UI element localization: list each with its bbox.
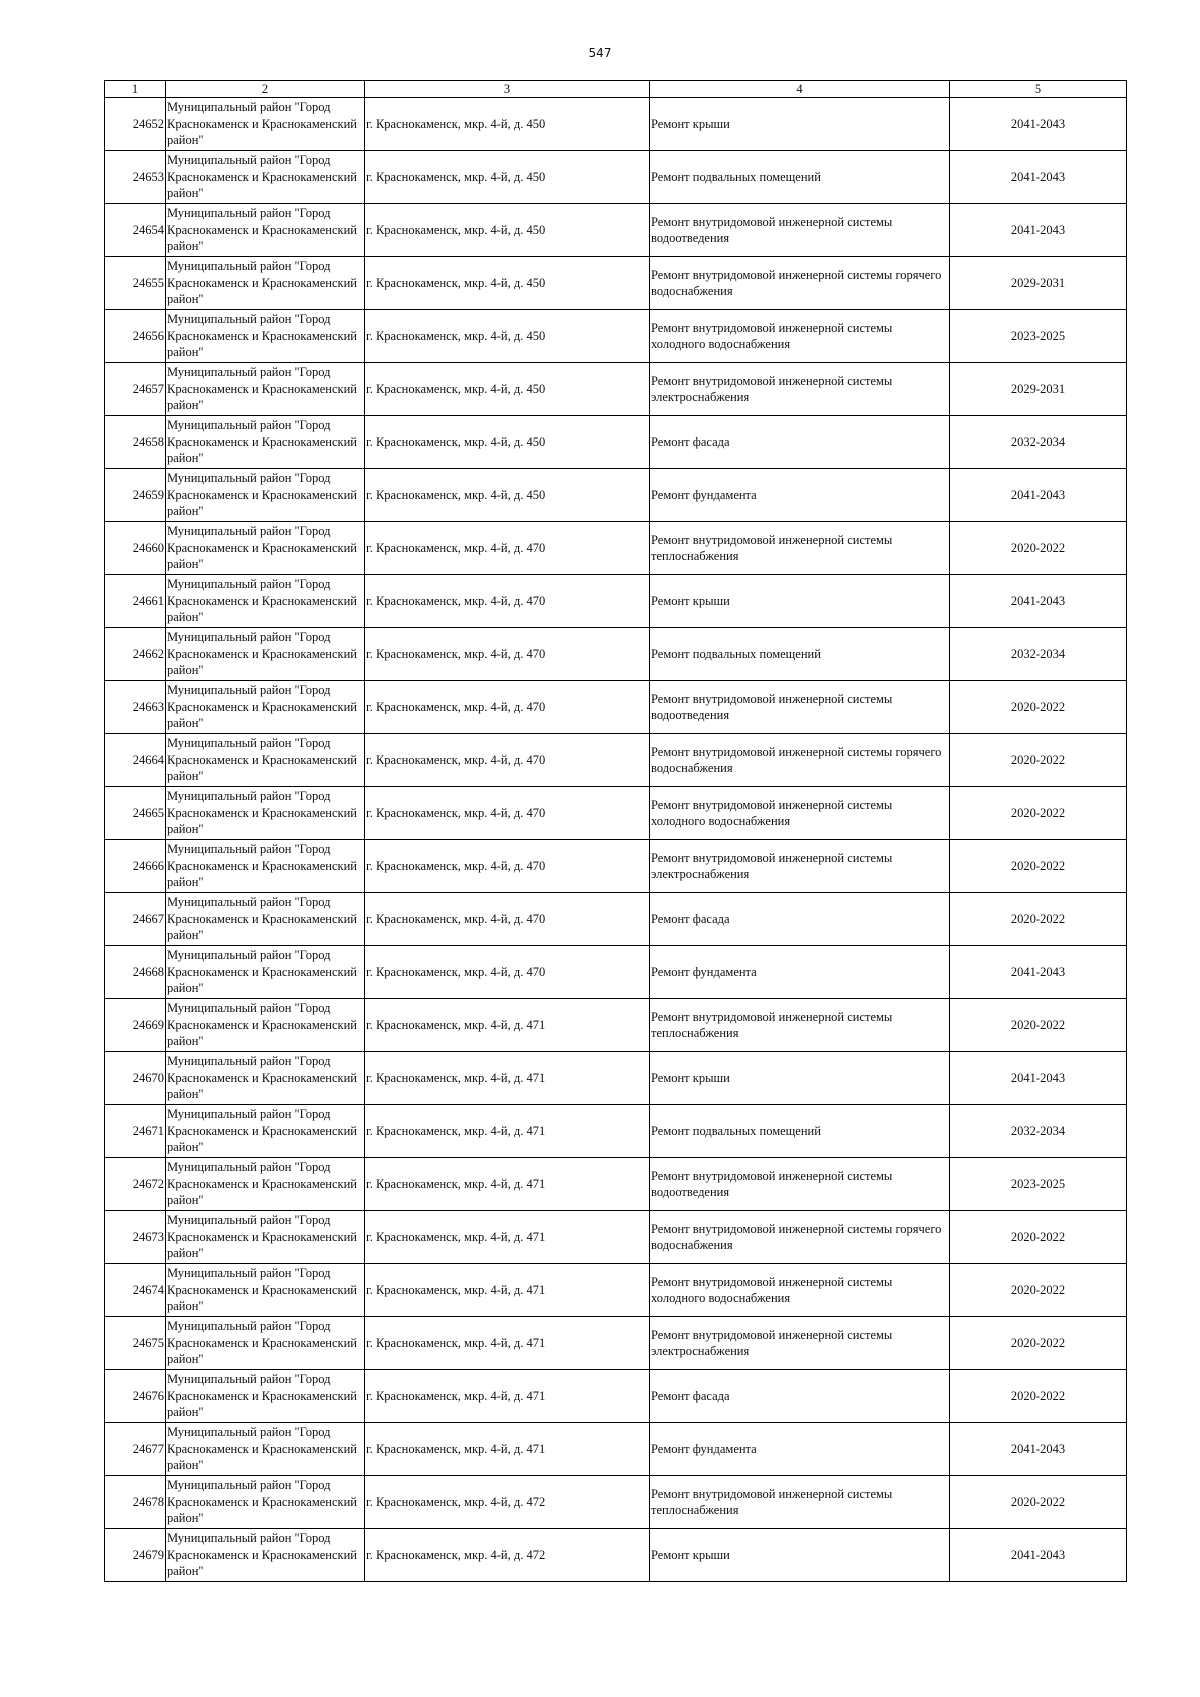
address-cell: г. Краснокаменск, мкр. 4-й, д. 470	[365, 840, 650, 893]
address-cell: г. Краснокаменск, мкр. 4-й, д. 470	[365, 893, 650, 946]
row-number: 24679	[105, 1529, 166, 1582]
table-row	[105, 257, 1127, 310]
row-number: 24652	[105, 98, 166, 151]
repair-schedule-table	[104, 80, 1127, 1582]
address-cell: г. Краснокаменск, мкр. 4-й, д. 471	[365, 1158, 650, 1211]
period-cell: 2032-2034	[950, 416, 1127, 469]
municipality-cell: Муниципальный район "Город Краснокаменск и Краснокаменский район"	[166, 575, 365, 628]
municipality-cell: Муниципальный район "Город Краснокаменск и Краснокаменский район"	[166, 1423, 365, 1476]
table-body	[105, 98, 1127, 1582]
row-number: 24675	[105, 1317, 166, 1370]
row-number: 24669	[105, 999, 166, 1052]
table-row	[105, 1317, 1127, 1370]
table-row	[105, 1476, 1127, 1529]
row-number: 24671	[105, 1105, 166, 1158]
period-cell: 2020-2022	[950, 734, 1127, 787]
period-cell: 2020-2022	[950, 1476, 1127, 1529]
table-row	[105, 522, 1127, 575]
row-number: 24674	[105, 1264, 166, 1317]
row-number: 24677	[105, 1423, 166, 1476]
address-cell: г. Краснокаменск, мкр. 4-й, д. 450	[365, 204, 650, 257]
table-row	[105, 787, 1127, 840]
row-number: 24658	[105, 416, 166, 469]
row-number: 24664	[105, 734, 166, 787]
municipality-cell: Муниципальный район "Город Краснокаменск и Краснокаменский район"	[166, 734, 365, 787]
period-cell: 2020-2022	[950, 1264, 1127, 1317]
work-type-cell: Ремонт фундамента	[650, 1423, 950, 1476]
table-row	[105, 204, 1127, 257]
table-row	[105, 1529, 1127, 1582]
municipality-cell: Муниципальный район "Город Краснокаменск и Краснокаменский район"	[166, 469, 365, 522]
address-cell: г. Краснокаменск, мкр. 4-й, д. 450	[365, 469, 650, 522]
table-row	[105, 681, 1127, 734]
address-cell: г. Краснокаменск, мкр. 4-й, д. 470	[365, 787, 650, 840]
period-cell: 2041-2043	[950, 98, 1127, 151]
municipality-cell: Муниципальный район "Город Краснокаменск и Краснокаменский район"	[166, 416, 365, 469]
row-number: 24657	[105, 363, 166, 416]
work-type-cell: Ремонт подвальных помещений	[650, 1105, 950, 1158]
table-row	[105, 628, 1127, 681]
row-number: 24654	[105, 204, 166, 257]
period-cell: 2029-2031	[950, 257, 1127, 310]
municipality-cell: Муниципальный район "Город Краснокаменск и Краснокаменский район"	[166, 98, 365, 151]
address-cell: г. Краснокаменск, мкр. 4-й, д. 470	[365, 946, 650, 999]
work-type-cell: Ремонт внутридомовой инженерной системы теплоснабжения	[650, 999, 950, 1052]
table-row	[105, 1370, 1127, 1423]
work-type-cell: Ремонт крыши	[650, 98, 950, 151]
work-type-cell: Ремонт внутридомовой инженерной системы водоотведения	[650, 1158, 950, 1211]
table-row	[105, 946, 1127, 999]
address-cell: г. Краснокаменск, мкр. 4-й, д. 450	[365, 151, 650, 204]
municipality-cell: Муниципальный район "Город Краснокаменск и Краснокаменский район"	[166, 204, 365, 257]
row-number: 24655	[105, 257, 166, 310]
work-type-cell: Ремонт крыши	[650, 1052, 950, 1105]
row-number: 24662	[105, 628, 166, 681]
municipality-cell: Муниципальный район "Город Краснокаменск и Краснокаменский район"	[166, 363, 365, 416]
period-cell: 2020-2022	[950, 1211, 1127, 1264]
table-row	[105, 363, 1127, 416]
row-number: 24670	[105, 1052, 166, 1105]
period-cell: 2020-2022	[950, 1317, 1127, 1370]
period-cell: 2023-2025	[950, 1158, 1127, 1211]
municipality-cell: Муниципальный район "Город Краснокаменск и Краснокаменский район"	[166, 310, 365, 363]
address-cell: г. Краснокаменск, мкр. 4-й, д. 450	[365, 257, 650, 310]
municipality-cell: Муниципальный район "Город Краснокаменск и Краснокаменский район"	[166, 522, 365, 575]
table-row	[105, 151, 1127, 204]
address-cell: г. Краснокаменск, мкр. 4-й, д. 471	[365, 1105, 650, 1158]
table-row	[105, 575, 1127, 628]
table-row	[105, 734, 1127, 787]
municipality-cell: Муниципальный район "Город Краснокаменск и Краснокаменский район"	[166, 999, 365, 1052]
address-cell: г. Краснокаменск, мкр. 4-й, д. 470	[365, 628, 650, 681]
table-row	[105, 416, 1127, 469]
row-number: 24663	[105, 681, 166, 734]
table-row	[105, 310, 1127, 363]
municipality-cell: Муниципальный район "Город Краснокаменск и Краснокаменский район"	[166, 1529, 365, 1582]
table-row	[105, 999, 1127, 1052]
period-cell: 2041-2043	[950, 1423, 1127, 1476]
municipality-cell: Муниципальный район "Город Краснокаменск и Краснокаменский район"	[166, 1370, 365, 1423]
address-cell: г. Краснокаменск, мкр. 4-й, д. 472	[365, 1476, 650, 1529]
municipality-cell: Муниципальный район "Город Краснокаменск и Краснокаменский район"	[166, 628, 365, 681]
address-cell: г. Краснокаменск, мкр. 4-й, д. 471	[365, 999, 650, 1052]
table-row	[105, 1158, 1127, 1211]
municipality-cell: Муниципальный район "Город Краснокаменск и Краснокаменский район"	[166, 1158, 365, 1211]
municipality-cell: Муниципальный район "Город Краснокаменск и Краснокаменский район"	[166, 1105, 365, 1158]
address-cell: г. Краснокаменск, мкр. 4-й, д. 471	[365, 1052, 650, 1105]
address-cell: г. Краснокаменск, мкр. 4-й, д. 470	[365, 575, 650, 628]
work-type-cell: Ремонт подвальных помещений	[650, 151, 950, 204]
column-header: 5	[950, 81, 1127, 98]
period-cell: 2041-2043	[950, 204, 1127, 257]
work-type-cell: Ремонт внутридомовой инженерной системы горячего водоснабжения	[650, 257, 950, 310]
row-number: 24653	[105, 151, 166, 204]
work-type-cell: Ремонт внутридомовой инженерной системы теплоснабжения	[650, 522, 950, 575]
work-type-cell: Ремонт подвальных помещений	[650, 628, 950, 681]
work-type-cell: Ремонт внутридомовой инженерной системы электроснабжения	[650, 1317, 950, 1370]
page-number: 547	[588, 46, 612, 60]
work-type-cell: Ремонт крыши	[650, 575, 950, 628]
period-cell: 2020-2022	[950, 1370, 1127, 1423]
address-cell: г. Краснокаменск, мкр. 4-й, д. 471	[365, 1264, 650, 1317]
municipality-cell: Муниципальный район "Город Краснокаменск и Краснокаменский район"	[166, 946, 365, 999]
header-row	[105, 81, 1127, 98]
row-number: 24676	[105, 1370, 166, 1423]
work-type-cell: Ремонт внутридомовой инженерной системы горячего водоснабжения	[650, 734, 950, 787]
municipality-cell: Муниципальный район "Город Краснокаменск и Краснокаменский район"	[166, 893, 365, 946]
address-cell: г. Краснокаменск, мкр. 4-й, д. 471	[365, 1423, 650, 1476]
municipality-cell: Муниципальный район "Город Краснокаменск и Краснокаменский район"	[166, 1264, 365, 1317]
period-cell: 2020-2022	[950, 999, 1127, 1052]
row-number: 24660	[105, 522, 166, 575]
municipality-cell: Муниципальный район "Город Краснокаменск и Краснокаменский район"	[166, 1052, 365, 1105]
column-header: 3	[365, 81, 650, 98]
table-row	[105, 1052, 1127, 1105]
period-cell: 2041-2043	[950, 946, 1127, 999]
municipality-cell: Муниципальный район "Город Краснокаменск и Краснокаменский район"	[166, 840, 365, 893]
work-type-cell: Ремонт внутридомовой инженерной системы электроснабжения	[650, 363, 950, 416]
municipality-cell: Муниципальный район "Город Краснокаменск и Краснокаменский район"	[166, 1476, 365, 1529]
municipality-cell: Муниципальный район "Город Краснокаменск и Краснокаменский район"	[166, 787, 365, 840]
table-row	[105, 1423, 1127, 1476]
row-number: 24667	[105, 893, 166, 946]
address-cell: г. Краснокаменск, мкр. 4-й, д. 471	[365, 1370, 650, 1423]
period-cell: 2020-2022	[950, 681, 1127, 734]
work-type-cell: Ремонт фасада	[650, 893, 950, 946]
address-cell: г. Краснокаменск, мкр. 4-й, д. 450	[365, 310, 650, 363]
period-cell: 2032-2034	[950, 628, 1127, 681]
period-cell: 2020-2022	[950, 893, 1127, 946]
row-number: 24665	[105, 787, 166, 840]
municipality-cell: Муниципальный район "Город Краснокаменск и Краснокаменский район"	[166, 1317, 365, 1370]
row-number: 24661	[105, 575, 166, 628]
work-type-cell: Ремонт внутридомовой инженерной системы холодного водоснабжения	[650, 1264, 950, 1317]
work-type-cell: Ремонт внутридомовой инженерной системы горячего водоснабжения	[650, 1211, 950, 1264]
row-number: 24678	[105, 1476, 166, 1529]
address-cell: г. Краснокаменск, мкр. 4-й, д. 450	[365, 98, 650, 151]
work-type-cell: Ремонт фундамента	[650, 946, 950, 999]
period-cell: 2041-2043	[950, 575, 1127, 628]
municipality-cell: Муниципальный район "Город Краснокаменск и Краснокаменский район"	[166, 151, 365, 204]
period-cell: 2020-2022	[950, 522, 1127, 575]
address-cell: г. Краснокаменск, мкр. 4-й, д. 470	[365, 522, 650, 575]
work-type-cell: Ремонт внутридомовой инженерной системы теплоснабжения	[650, 1476, 950, 1529]
row-number: 24673	[105, 1211, 166, 1264]
address-cell: г. Краснокаменск, мкр. 4-й, д. 472	[365, 1529, 650, 1582]
work-type-cell: Ремонт внутридомовой инженерной системы холодного водоснабжения	[650, 787, 950, 840]
work-type-cell: Ремонт фундамента	[650, 469, 950, 522]
period-cell: 2041-2043	[950, 1052, 1127, 1105]
address-cell: г. Краснокаменск, мкр. 4-й, д. 450	[365, 416, 650, 469]
period-cell: 2041-2043	[950, 151, 1127, 204]
address-cell: г. Краснокаменск, мкр. 4-й, д. 471	[365, 1317, 650, 1370]
address-cell: г. Краснокаменск, мкр. 4-й, д. 471	[365, 1211, 650, 1264]
period-cell: 2041-2043	[950, 1529, 1127, 1582]
period-cell: 2020-2022	[950, 787, 1127, 840]
period-cell: 2020-2022	[950, 840, 1127, 893]
row-number: 24672	[105, 1158, 166, 1211]
work-type-cell: Ремонт внутридомовой инженерной системы электроснабжения	[650, 840, 950, 893]
address-cell: г. Краснокаменск, мкр. 4-й, д. 450	[365, 363, 650, 416]
work-type-cell: Ремонт внутридомовой инженерной системы водоотведения	[650, 681, 950, 734]
table-row	[105, 840, 1127, 893]
table-row	[105, 1264, 1127, 1317]
municipality-cell: Муниципальный район "Город Краснокаменск и Краснокаменский район"	[166, 681, 365, 734]
address-cell: г. Краснокаменск, мкр. 4-й, д. 470	[365, 734, 650, 787]
row-number: 24659	[105, 469, 166, 522]
period-cell: 2041-2043	[950, 469, 1127, 522]
work-type-cell: Ремонт фасада	[650, 1370, 950, 1423]
work-type-cell: Ремонт внутридомовой инженерной системы холодного водоснабжения	[650, 310, 950, 363]
table-row	[105, 1211, 1127, 1264]
period-cell: 2029-2031	[950, 363, 1127, 416]
table-row	[105, 469, 1127, 522]
table-header	[105, 81, 1127, 98]
row-number: 24666	[105, 840, 166, 893]
work-type-cell: Ремонт фасада	[650, 416, 950, 469]
period-cell: 2023-2025	[950, 310, 1127, 363]
work-type-cell: Ремонт крыши	[650, 1529, 950, 1582]
row-number: 24668	[105, 946, 166, 999]
column-header: 4	[650, 81, 950, 98]
address-cell: г. Краснокаменск, мкр. 4-й, д. 470	[365, 681, 650, 734]
table-row	[105, 98, 1127, 151]
work-type-cell: Ремонт внутридомовой инженерной системы водоотведения	[650, 204, 950, 257]
municipality-cell: Муниципальный район "Город Краснокаменск и Краснокаменский район"	[166, 257, 365, 310]
column-header: 1	[105, 81, 166, 98]
period-cell: 2032-2034	[950, 1105, 1127, 1158]
municipality-cell: Муниципальный район "Город Краснокаменск и Краснокаменский район"	[166, 1211, 365, 1264]
table-row	[105, 1105, 1127, 1158]
row-number: 24656	[105, 310, 166, 363]
column-header: 2	[166, 81, 365, 98]
table-row	[105, 893, 1127, 946]
